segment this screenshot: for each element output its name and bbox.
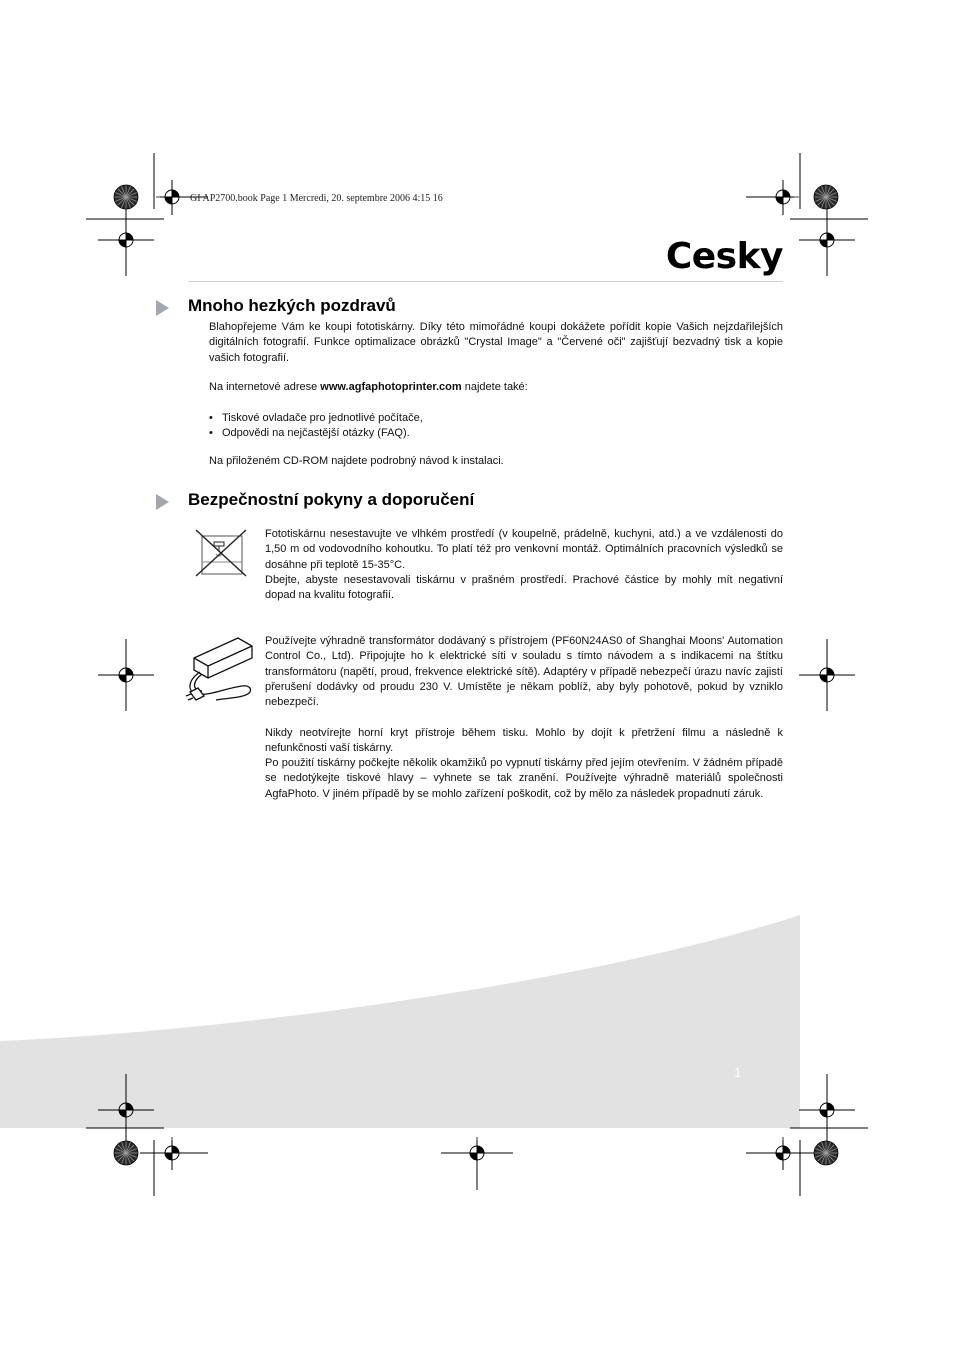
section-arrow-icon: [156, 494, 169, 510]
intro-paragraph: Blahopřejeme Vám ke koupi fototiskárny. Díky této mimořádné koupi dokážete pořídit kopie Vašich nejzdařilejších digitálních fotografií. Funkce optimalizace obrázků "Crystal Image" a "Červené oči" zajišťují bezvadný tisk a kopie vašich fotografií.: [209, 321, 783, 364]
web-url-link[interactable]: www.agfaphotoprinter.com: [320, 381, 462, 393]
safety-dust-paragraph: Dbejte, abyste nesestavovali tiskárnu v prašném prostředí. Prachové částice by mohly mít negativní dopad na kvalitu fotografií.: [265, 574, 783, 602]
footer-band: [0, 915, 800, 1128]
web-prefix: Na internetové adrese: [209, 381, 321, 393]
no-water-tap-icon: [196, 530, 246, 576]
cdrom-paragraph: Na přiloženém CD-ROM najdete podrobný návod k instalaci.: [209, 455, 504, 467]
web-bullet-list: [209, 411, 423, 441]
safety-cover-paragraph: Nikdy neotvírejte horní kryt přístroje během tisku. Mohlo by dojít k přetržení filmu a následně k nefunkčnosti vaší tiskárny.: [265, 727, 783, 755]
language-title: Cesky: [665, 236, 783, 277]
safety-adapter-paragraph: Používejte výhradně transformátor dodávaný s přístrojem (PF60N24AS0 of Shanghai Moons' Automation Control Co., Ltd). Připojujte ho k elektrické síti v souladu s tímto návodem a s indikacemi na štítku transformátoru (napětí, proud, frekvence elektrické sítě). Adaptéry v případě nebezpečí úrazu navíc zajistí přerušení dodávky od proudu 230 V. Umístěte je někam poblíž, aby byly pohotově, pokud by vzniklo nebezpečí.: [265, 635, 783, 709]
section-arrow-icon: [156, 300, 169, 316]
section-title-greetings: Mnoho hezkých pozdravů: [188, 296, 396, 315]
web-paragraph: [209, 380, 783, 395]
list-item: • Tiskové ovladače pro jednotlivé počítače,: [209, 411, 423, 426]
power-adapter-icon: [186, 638, 252, 700]
page-number: 1: [734, 1065, 742, 1080]
file-header-line: GI AP2700.book Page 1 Mercredi, 20. septembre 2006 4:15 16: [190, 193, 443, 204]
section-title-safety: Bezpečnostní pokyny a doporučení: [188, 490, 475, 509]
safety-humidity-paragraph: Fototiskárnu nesestavujte ve vlhkém prostředí (v koupelně, prádelně, kuchyni, atd.) a ve vzdálenosti do 1,50 m od vodovodního kohoutku. To platí též pro venkovní montáž. Optimálních pracovních výsledků se dosáhne při teplotě 15-35°C.: [265, 528, 783, 571]
web-suffix: najdete také:: [461, 381, 528, 393]
list-item: • Odpovědi na nejčastější otázky (FAQ).: [209, 426, 423, 441]
safety-printhead-paragraph: Po použití tiskárny počkejte několik okamžiků po vypnutí tiskárny před jejím otevřením. V žádném případě se nedotýkejte tiskové hlavy – vyhnete se tak zranění. Používejte výhradně materiálů společnosti AgfaPhoto. V jiném případě by se mohlo zařízení poškodit, což by mělo za následek propadnutí záruk.: [265, 757, 783, 800]
title-rule: [188, 281, 783, 282]
